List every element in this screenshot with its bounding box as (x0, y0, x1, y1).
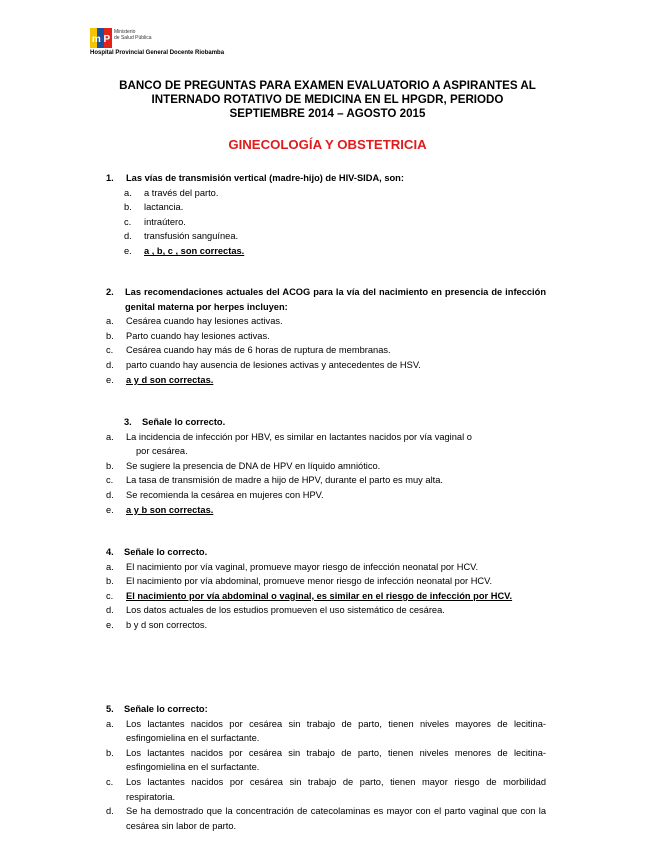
document-title (80, 79, 575, 121)
option: c. La tasa de transmisión de madre a hijo de HPV, durante el parto es muy alta. (106, 475, 443, 486)
option: b. Parto cuando hay lesiones activas. (106, 330, 270, 341)
question-text: Señale lo correcto. (124, 547, 208, 557)
question-1 (106, 171, 546, 259)
question-text: Señale lo correcto: (124, 704, 208, 714)
options-list (106, 430, 546, 518)
question-stem (106, 545, 546, 560)
logo-line: de Salud Pública (114, 35, 152, 41)
option-continuation: por cesárea. (136, 446, 188, 457)
option: d. parto cuando hay ausencia de lesiones activas y antecedentes de HSV. (106, 359, 421, 370)
option: c. Cesárea cuando hay más de 6 horas de ruptura de membranas. (106, 345, 391, 356)
option: b. El nacimiento por vía abdominal, promueve menor riesgo de infección neonatal por HCV. (106, 576, 493, 587)
option: a. a través del parto. (124, 187, 219, 198)
option: b. lactancia. (124, 202, 184, 213)
hospital-name: Hospital Provincial General Docente Riobamba (90, 50, 225, 56)
subject-heading: GINECOLOGÍA Y OBSTETRICIA (228, 137, 427, 152)
option: c. intraútero. (124, 216, 186, 227)
option-correct: e. a , b, c , son correctas. (124, 245, 245, 256)
question-stem (106, 171, 546, 186)
question-5 (106, 702, 546, 833)
option: c. Los lactantes nacidos por cesárea sin trabajo de parto, tienen mayor riesgo de morbilidad respiratoria. (106, 776, 546, 802)
option: d. Se recomienda la cesárea en mujeres con HPV. (106, 489, 324, 500)
logo-text (114, 29, 152, 41)
title-line: INTERNADO ROTATIVO DE MEDICINA EN EL HPGDR, PERIODO (151, 93, 504, 106)
question-number: 3. (124, 417, 132, 427)
option: d. Los datos actuales de los estudios promueven el uso sistemático de cesárea. (106, 605, 445, 616)
question-stem (124, 415, 546, 430)
option-correct: c. El nacimiento por vía abdominal o vaginal, es similar en el riesgo de infección por HCV. (106, 590, 513, 601)
options-list (106, 560, 546, 633)
title-line: BANCO DE PREGUNTAS PARA EXAMEN EVALUATORIO A ASPIRANTES AL (119, 79, 536, 92)
question-number: 2. (106, 287, 114, 297)
question-number: 1. (106, 173, 114, 183)
title-line: SEPTIEMBRE 2014 – AGOSTO 2015 (229, 107, 426, 120)
option: a. Los lactantes nacidos por cesárea sin trabajo de parto, tienen niveles mayores de lecitina-esfingomielina en el surfactante. (106, 718, 546, 744)
question-3 (106, 415, 546, 517)
option: a. La incidencia de infección por HBV, es similar en lactantes nacidos por vía vaginal o (106, 431, 472, 442)
question-2 (106, 285, 546, 387)
question-text: Las recomendaciones actuales del ACOG para la vía del nacimiento en presencia de infección genital materna por herpes incluyen: (125, 287, 546, 312)
options-list (124, 186, 546, 259)
option: a. Cesárea cuando hay lesiones activas. (106, 316, 283, 327)
option: d. Se ha demostrado que la concentración de catecolaminas es mayor con el parto vaginal que con la cesárea sin labor de parto. (106, 806, 546, 831)
options-list (106, 314, 546, 387)
option: b. Se sugiere la presencia de DNA de HPV en líquido amniótico. (106, 460, 381, 471)
options-list (106, 717, 546, 834)
msp-logo-icon (90, 28, 112, 48)
question-text: Señale lo correcto. (142, 417, 226, 427)
option: a. El nacimiento por vía vaginal, promueve mayor riesgo de infección neonatal por HCV. (106, 561, 479, 572)
logo-letters: m P (91, 34, 111, 45)
question-stem (106, 702, 546, 717)
question-number: 4. (106, 547, 114, 557)
question-4 (106, 545, 546, 633)
option-correct: e. a y d son correctas. (106, 374, 214, 385)
question-stem (106, 285, 546, 314)
option-correct: e. a y b son correctas. (106, 504, 214, 515)
option: d. transfusión sanguínea. (124, 231, 239, 242)
question-text: Las vías de transmisión vertical (madre-hijo) de HIV-SIDA, son: (126, 173, 404, 183)
ministry-logo (90, 28, 230, 50)
logo-line: Ministerio (114, 29, 136, 35)
question-number: 5. (106, 704, 114, 714)
option: b. Los lactantes nacidos por cesárea sin trabajo de parto, tienen niveles menores de lecitina-esfingomielina en el surfactante. (106, 747, 546, 773)
option: e. b y d son correctos. (106, 619, 208, 630)
